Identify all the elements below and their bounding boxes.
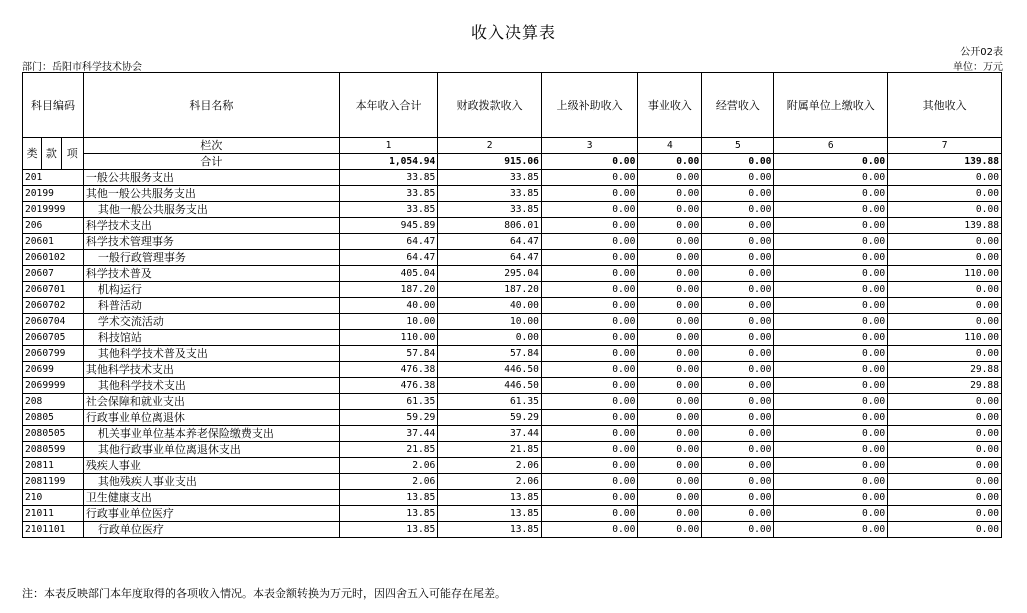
total-row — [23, 154, 1002, 170]
column-no: 4 — [638, 138, 702, 154]
subject-code: 2019999 — [23, 202, 84, 218]
amount-cell: 13.85 — [339, 522, 438, 538]
subject-code: 20699 — [23, 362, 84, 378]
amount-cell: 110.00 — [888, 330, 1002, 346]
amount-cell: 0.00 — [702, 506, 774, 522]
amount-cell: 0.00 — [638, 522, 702, 538]
amount-cell: 0.00 — [638, 394, 702, 410]
amount-cell: 61.35 — [339, 394, 438, 410]
amount-cell: 0.00 — [638, 250, 702, 266]
amount-cell: 33.85 — [339, 170, 438, 186]
subject-name: 其他科学技术支出 — [83, 362, 339, 378]
amount-cell: 0.00 — [541, 410, 637, 426]
subject-code: 2060705 — [23, 330, 84, 346]
amount-cell: 0.00 — [541, 426, 637, 442]
amount-cell: 0.00 — [541, 218, 637, 234]
amount-cell: 110.00 — [888, 266, 1002, 282]
header-business: 事业收入 — [638, 73, 702, 138]
amount-cell: 0.00 — [638, 282, 702, 298]
amount-cell: 0.00 — [888, 458, 1002, 474]
amount-cell: 0.00 — [638, 410, 702, 426]
table-row — [23, 330, 1002, 346]
amount-cell: 0.00 — [702, 346, 774, 362]
amount-cell: 2.06 — [339, 474, 438, 490]
column-no: 7 — [888, 138, 1002, 154]
amount-cell: 0.00 — [541, 330, 637, 346]
amount-cell: 10.00 — [438, 314, 542, 330]
amount-cell: 0.00 — [702, 186, 774, 202]
amount-cell: 2.06 — [438, 458, 542, 474]
amount-cell: 0.00 — [702, 250, 774, 266]
amount-cell: 0.00 — [702, 442, 774, 458]
amount-cell: 0.00 — [638, 202, 702, 218]
income-table — [22, 72, 1002, 538]
subject-name: 其他一般公共服务支出 — [83, 202, 339, 218]
column-no: 2 — [438, 138, 542, 154]
amount-cell: 0.00 — [774, 330, 888, 346]
subject-name: 卫生健康支出 — [83, 490, 339, 506]
header-subject-name: 科目名称 — [83, 73, 339, 138]
amount-cell: 0.00 — [541, 250, 637, 266]
amount-cell: 0.00 — [638, 218, 702, 234]
header-affiliated: 附属单位上缴收入 — [774, 73, 888, 138]
amount-cell: 0.00 — [888, 410, 1002, 426]
subject-code: 206 — [23, 218, 84, 234]
amount-cell: 0.00 — [541, 282, 637, 298]
amount-cell: 0.00 — [638, 378, 702, 394]
amount-cell: 446.50 — [438, 362, 542, 378]
subject-name: 一般公共服务支出 — [83, 170, 339, 186]
table-row — [23, 410, 1002, 426]
amount-cell: 59.29 — [339, 410, 438, 426]
amount-cell: 0.00 — [702, 490, 774, 506]
table-row — [23, 298, 1002, 314]
amount-cell: 13.85 — [339, 490, 438, 506]
subject-code: 210 — [23, 490, 84, 506]
amount-cell: 0.00 — [638, 426, 702, 442]
amount-cell: 33.85 — [438, 202, 542, 218]
amount-cell: 0.00 — [774, 298, 888, 314]
subject-code: 2060702 — [23, 298, 84, 314]
amount-cell: 0.00 — [541, 474, 637, 490]
subject-code: 2060102 — [23, 250, 84, 266]
amount-cell: 0.00 — [888, 506, 1002, 522]
total-value: 0.00 — [702, 154, 774, 170]
amount-cell: 33.85 — [339, 202, 438, 218]
amount-cell: 0.00 — [541, 522, 637, 538]
subject-code: 2080505 — [23, 426, 84, 442]
header-total-income: 本年收入合计 — [339, 73, 438, 138]
amount-cell: 0.00 — [541, 458, 637, 474]
amount-cell: 0.00 — [541, 298, 637, 314]
amount-cell: 0.00 — [541, 170, 637, 186]
amount-cell: 0.00 — [774, 490, 888, 506]
amount-cell: 0.00 — [702, 330, 774, 346]
amount-cell: 295.04 — [438, 266, 542, 282]
total-value: 0.00 — [638, 154, 702, 170]
amount-cell: 64.47 — [438, 234, 542, 250]
amount-cell: 0.00 — [638, 266, 702, 282]
total-value: 0.00 — [774, 154, 888, 170]
amount-cell: 0.00 — [541, 490, 637, 506]
subject-code: 2060704 — [23, 314, 84, 330]
subject-name: 科学技术管理事务 — [83, 234, 339, 250]
amount-cell: 0.00 — [638, 442, 702, 458]
amount-cell: 21.85 — [339, 442, 438, 458]
amount-cell: 0.00 — [702, 474, 774, 490]
total-value: 915.06 — [438, 154, 542, 170]
amount-cell: 0.00 — [541, 362, 637, 378]
amount-cell: 33.85 — [438, 186, 542, 202]
subject-name: 其他残疾人事业支出 — [83, 474, 339, 490]
table-row — [23, 522, 1002, 538]
subject-code: 20811 — [23, 458, 84, 474]
amount-cell: 13.85 — [438, 490, 542, 506]
amount-cell: 0.00 — [888, 346, 1002, 362]
amount-cell: 0.00 — [774, 202, 888, 218]
subject-code: 20607 — [23, 266, 84, 282]
amount-cell: 0.00 — [541, 378, 637, 394]
amount-cell: 0.00 — [702, 202, 774, 218]
table-row — [23, 234, 1002, 250]
column-no: 3 — [541, 138, 637, 154]
amount-cell: 0.00 — [888, 282, 1002, 298]
table-row — [23, 202, 1002, 218]
amount-cell: 13.85 — [438, 522, 542, 538]
subject-code: 20199 — [23, 186, 84, 202]
table-row — [23, 394, 1002, 410]
amount-cell: 59.29 — [438, 410, 542, 426]
table-row — [23, 442, 1002, 458]
amount-cell: 0.00 — [888, 442, 1002, 458]
amount-cell: 0.00 — [774, 282, 888, 298]
amount-cell: 0.00 — [638, 474, 702, 490]
amount-cell: 0.00 — [702, 314, 774, 330]
column-no: 6 — [774, 138, 888, 154]
amount-cell: 0.00 — [638, 490, 702, 506]
amount-cell: 0.00 — [774, 314, 888, 330]
amount-cell: 33.85 — [438, 170, 542, 186]
subject-name: 科学技术支出 — [83, 218, 339, 234]
subject-code: 20601 — [23, 234, 84, 250]
amount-cell: 0.00 — [541, 442, 637, 458]
subject-code: 2069999 — [23, 378, 84, 394]
table-row — [23, 346, 1002, 362]
amount-cell: 37.44 — [438, 426, 542, 442]
amount-cell: 405.04 — [339, 266, 438, 282]
subject-name: 机关事业单位基本养老保险缴费支出 — [83, 426, 339, 442]
table-row — [23, 426, 1002, 442]
table-row — [23, 362, 1002, 378]
amount-cell: 0.00 — [638, 346, 702, 362]
amount-cell: 0.00 — [774, 378, 888, 394]
subject-code: 21011 — [23, 506, 84, 522]
amount-cell: 0.00 — [888, 394, 1002, 410]
amount-cell: 0.00 — [702, 378, 774, 394]
page-title: 收入决算表 — [470, 23, 556, 42]
amount-cell: 0.00 — [541, 314, 637, 330]
amount-cell: 0.00 — [541, 234, 637, 250]
amount-cell: 0.00 — [888, 522, 1002, 538]
amount-cell: 139.88 — [888, 218, 1002, 234]
amount-cell: 0.00 — [702, 362, 774, 378]
table-row — [23, 314, 1002, 330]
amount-cell: 0.00 — [638, 362, 702, 378]
subject-name: 残疾人事业 — [83, 458, 339, 474]
subject-code: 2081199 — [23, 474, 84, 490]
subject-name: 机构运行 — [83, 282, 339, 298]
amount-cell: 13.85 — [339, 506, 438, 522]
amount-cell: 0.00 — [888, 426, 1002, 442]
amount-cell: 57.84 — [438, 346, 542, 362]
amount-cell: 0.00 — [774, 474, 888, 490]
amount-cell: 0.00 — [774, 186, 888, 202]
amount-cell: 61.35 — [438, 394, 542, 410]
subject-code: 20805 — [23, 410, 84, 426]
amount-cell: 37.44 — [339, 426, 438, 442]
amount-cell: 0.00 — [774, 362, 888, 378]
amount-cell: 64.47 — [339, 234, 438, 250]
amount-cell: 0.00 — [888, 250, 1002, 266]
amount-cell: 2.06 — [339, 458, 438, 474]
amount-cell: 40.00 — [438, 298, 542, 314]
amount-cell: 0.00 — [638, 298, 702, 314]
amount-cell: 0.00 — [888, 170, 1002, 186]
amount-cell: 0.00 — [888, 186, 1002, 202]
amount-cell: 0.00 — [638, 506, 702, 522]
table-row — [23, 250, 1002, 266]
amount-cell: 0.00 — [541, 506, 637, 522]
amount-cell: 806.01 — [438, 218, 542, 234]
amount-cell: 0.00 — [702, 170, 774, 186]
amount-cell: 57.84 — [339, 346, 438, 362]
amount-cell: 0.00 — [774, 522, 888, 538]
amount-cell: 0.00 — [702, 426, 774, 442]
amount-cell: 0.00 — [541, 346, 637, 362]
amount-cell: 0.00 — [888, 234, 1002, 250]
amount-cell: 187.20 — [339, 282, 438, 298]
amount-cell: 0.00 — [774, 442, 888, 458]
amount-cell: 0.00 — [702, 234, 774, 250]
footnote: 注：本表反映部门本年度取得的各项收入情况。本表金额转换为万元时，因四舍五入可能存在尾差。 — [22, 587, 506, 600]
amount-cell: 0.00 — [702, 458, 774, 474]
amount-cell: 29.88 — [888, 362, 1002, 378]
subject-name: 科技馆站 — [83, 330, 339, 346]
amount-cell: 0.00 — [702, 282, 774, 298]
amount-cell: 0.00 — [888, 474, 1002, 490]
subject-name: 一般行政管理事务 — [83, 250, 339, 266]
amount-cell: 10.00 — [339, 314, 438, 330]
table-row — [23, 218, 1002, 234]
form-code: 公开02表 — [960, 47, 1003, 58]
amount-cell: 0.00 — [774, 266, 888, 282]
column-no: 1 — [339, 138, 438, 154]
amount-cell: 0.00 — [702, 298, 774, 314]
table-row — [23, 282, 1002, 298]
header-superior: 上级补助收入 — [541, 73, 637, 138]
table-row — [23, 186, 1002, 202]
subject-code: 2060799 — [23, 346, 84, 362]
subject-name: 学术交流活动 — [83, 314, 339, 330]
total-value: 139.88 — [888, 154, 1002, 170]
amount-cell: 0.00 — [638, 234, 702, 250]
amount-cell: 0.00 — [638, 170, 702, 186]
amount-cell: 446.50 — [438, 378, 542, 394]
amount-cell: 0.00 — [774, 426, 888, 442]
amount-cell: 21.85 — [438, 442, 542, 458]
header-other: 其他收入 — [888, 73, 1002, 138]
table-row — [23, 378, 1002, 394]
subject-name: 行政事业单位离退休 — [83, 410, 339, 426]
amount-cell: 0.00 — [774, 218, 888, 234]
subject-code: 201 — [23, 170, 84, 186]
subject-name: 行政单位医疗 — [83, 522, 339, 538]
amount-cell: 0.00 — [438, 330, 542, 346]
department-label: 部门：岳阳市科学技术协会 — [22, 62, 142, 73]
amount-cell: 0.00 — [774, 458, 888, 474]
table-row — [23, 458, 1002, 474]
amount-cell: 0.00 — [638, 314, 702, 330]
amount-cell: 13.85 — [438, 506, 542, 522]
subject-name: 社会保障和就业支出 — [83, 394, 339, 410]
amount-cell: 0.00 — [888, 202, 1002, 218]
subject-code: 2080599 — [23, 442, 84, 458]
amount-cell: 40.00 — [339, 298, 438, 314]
amount-cell: 0.00 — [888, 298, 1002, 314]
table-row — [23, 266, 1002, 282]
amount-cell: 0.00 — [702, 522, 774, 538]
table-row — [23, 474, 1002, 490]
amount-cell: 187.20 — [438, 282, 542, 298]
amount-cell: 0.00 — [888, 490, 1002, 506]
amount-cell: 945.89 — [339, 218, 438, 234]
amount-cell: 110.00 — [339, 330, 438, 346]
column-no: 5 — [702, 138, 774, 154]
subject-code: 2101101 — [23, 522, 84, 538]
amount-cell: 0.00 — [702, 394, 774, 410]
subject-name: 其他行政事业单位离退休支出 — [83, 442, 339, 458]
header-xiang: 项 — [61, 138, 83, 170]
amount-cell: 476.38 — [339, 378, 438, 394]
amount-cell: 0.00 — [774, 506, 888, 522]
amount-cell: 0.00 — [888, 314, 1002, 330]
subject-name: 其他科学技术普及支出 — [83, 346, 339, 362]
subject-name: 科普活动 — [83, 298, 339, 314]
header-lei: 类 — [23, 138, 42, 170]
amount-cell: 0.00 — [702, 266, 774, 282]
subject-name: 行政事业单位医疗 — [83, 506, 339, 522]
total-value: 0.00 — [541, 154, 637, 170]
amount-cell: 64.47 — [438, 250, 542, 266]
amount-cell: 0.00 — [774, 234, 888, 250]
table-row — [23, 170, 1002, 186]
header-kuan: 款 — [42, 138, 61, 170]
subject-code: 208 — [23, 394, 84, 410]
amount-cell: 0.00 — [774, 170, 888, 186]
column-number-row — [23, 138, 1002, 154]
amount-cell: 476.38 — [339, 362, 438, 378]
column-no-label: 栏次 — [83, 138, 339, 154]
total-label: 合计 — [83, 154, 339, 170]
header-subject-code: 科目编码 — [23, 73, 84, 138]
amount-cell: 0.00 — [541, 202, 637, 218]
amount-cell: 0.00 — [541, 394, 637, 410]
subject-name: 科学技术普及 — [83, 266, 339, 282]
amount-cell: 0.00 — [774, 394, 888, 410]
amount-cell: 0.00 — [702, 410, 774, 426]
amount-cell: 0.00 — [774, 346, 888, 362]
amount-cell: 0.00 — [638, 186, 702, 202]
amount-cell: 2.06 — [438, 474, 542, 490]
amount-cell: 0.00 — [638, 458, 702, 474]
total-value: 1,054.94 — [339, 154, 438, 170]
header-operating: 经营收入 — [702, 73, 774, 138]
subject-name: 其他科学技术支出 — [83, 378, 339, 394]
unit-label: 单位：万元 — [953, 62, 1003, 73]
amount-cell: 0.00 — [541, 266, 637, 282]
amount-cell: 0.00 — [702, 218, 774, 234]
amount-cell: 0.00 — [774, 410, 888, 426]
amount-cell: 0.00 — [541, 186, 637, 202]
header-fiscal: 财政拨款收入 — [438, 73, 542, 138]
subject-code: 2060701 — [23, 282, 84, 298]
amount-cell: 64.47 — [339, 250, 438, 266]
amount-cell: 29.88 — [888, 378, 1002, 394]
subject-name: 其他一般公共服务支出 — [83, 186, 339, 202]
amount-cell: 33.85 — [339, 186, 438, 202]
amount-cell: 0.00 — [638, 330, 702, 346]
table-row — [23, 506, 1002, 522]
amount-cell: 0.00 — [774, 250, 888, 266]
table-row — [23, 490, 1002, 506]
